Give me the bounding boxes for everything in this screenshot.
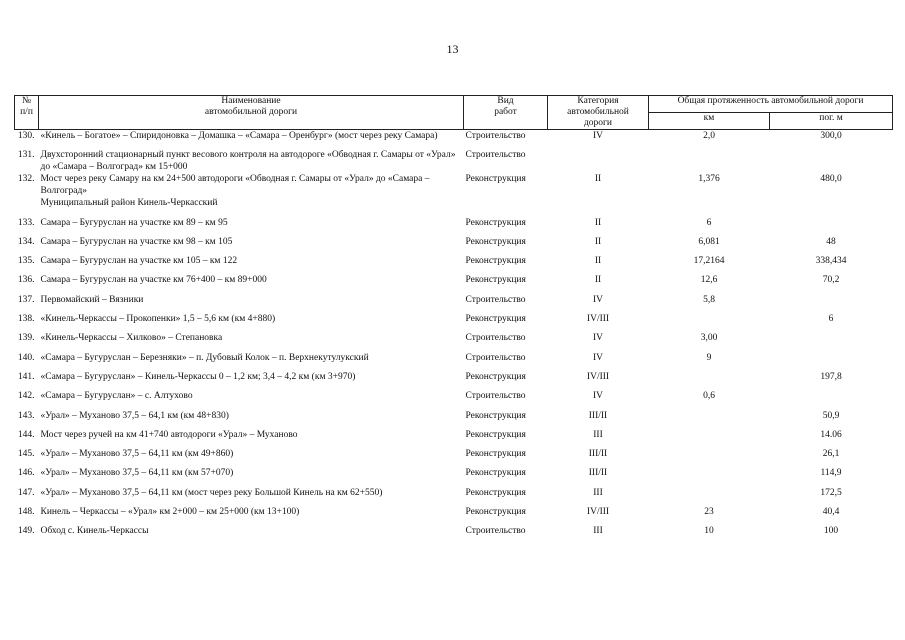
road-category: III <box>593 487 603 498</box>
work-type: Реконструкция <box>465 256 526 267</box>
header-length-group <box>649 96 893 113</box>
row-number: 141. <box>17 371 35 382</box>
length-km <box>649 371 770 390</box>
length-pog-m: 338,434 <box>815 256 847 267</box>
road-name: Самара – Бугуруслан на участке км 105 – км 122 <box>40 256 238 267</box>
table-row <box>15 130 893 150</box>
length-km <box>649 448 770 467</box>
length-km: 23 <box>704 507 714 518</box>
road-category: IV <box>592 352 604 363</box>
work-type: Реконструкция <box>465 217 526 228</box>
table-row <box>15 217 893 236</box>
header-pog-m <box>770 113 893 130</box>
road-name: Самара – Бугуруслан на участке км 89 – км 95 <box>40 217 228 228</box>
table-row <box>15 371 893 390</box>
road-category: III <box>593 526 603 537</box>
road-category: IV <box>592 131 604 141</box>
road-category: II <box>594 174 602 185</box>
row-number: 138. <box>17 314 35 325</box>
length-km <box>649 410 770 429</box>
road-category: III <box>593 429 603 440</box>
row-number: 140. <box>17 352 35 363</box>
road-name: «Урал» – Муханово 37,5 – 64,11 км (мост через реку Большой Кинель на км 62+550) <box>40 487 383 498</box>
length-pog-m <box>770 332 893 351</box>
work-type: Строительство <box>465 526 526 537</box>
length-km: 3,00 <box>700 333 718 344</box>
table-row <box>15 332 893 351</box>
road-category: III/II <box>588 449 608 460</box>
length-pog-m <box>770 294 893 313</box>
road-name: «Самара – Бугуруслан» – Кинель-Черкассы 0 – 1,2 км; 3,4 – 4,2 км (км 3+970) <box>40 371 356 382</box>
work-type: Реконструкция <box>465 275 526 286</box>
header-work-label: Вид работ <box>494 96 517 117</box>
length-pog-m <box>770 352 893 371</box>
length-km <box>649 429 770 448</box>
road-name: «Урал» – Муханово 37,5 – 64,11 км (км 49+860) <box>40 449 234 460</box>
road-category: IV/III <box>586 314 610 325</box>
road-name: Самара – Бугуруслан на участке км 76+400 – км 89+000 <box>40 275 267 286</box>
row-number: 135. <box>17 256 35 267</box>
table-row <box>15 313 893 332</box>
header-length-label: Общая протяженность автомобильной дороги <box>677 96 864 106</box>
length-km: 0,6 <box>703 391 715 402</box>
length-km <box>649 487 770 506</box>
row-number: 137. <box>17 294 35 305</box>
header-category <box>548 96 649 130</box>
table-row <box>15 410 893 429</box>
length-pog-m: 26,1 <box>822 449 840 460</box>
header-km <box>649 113 770 130</box>
work-type: Реконструкция <box>465 371 526 382</box>
table-row <box>15 255 893 274</box>
table-row <box>15 467 893 486</box>
row-number: 146. <box>17 468 35 479</box>
work-type: Реконструкция <box>465 449 526 460</box>
road-name: «Кинель – Богатое» – Спиридоновка – Домашка – «Самара – Оренбург» (мост через реку Самара) <box>40 131 438 141</box>
road-name: «Самара – Бугуруслан» – с. Алтухово <box>40 391 193 402</box>
length-km: 10 <box>704 526 714 537</box>
road-category: III/II <box>588 410 608 421</box>
road-name: Мост через реку Самару на км 24+500 автодороги «Обводная г. Самары от «Урал» до «Самара – Волгоград» <box>40 174 430 197</box>
length-km: 12,6 <box>700 275 718 286</box>
road-name: «Кинель-Черкассы – Хилково» – Степановка <box>40 333 223 344</box>
table-row <box>15 173 893 197</box>
header-num <box>15 96 39 130</box>
road-name: «Урал» – Муханово 37,5 – 64,1 км (км 48+830) <box>40 410 229 421</box>
road-category: IV <box>592 294 604 305</box>
length-km: 2,0 <box>703 131 715 141</box>
row-number: 148. <box>17 507 35 518</box>
page-number: 13 <box>446 42 459 56</box>
header-km-label: км <box>703 113 715 123</box>
row-number: 130. <box>17 131 35 141</box>
row-number: 132. <box>17 174 35 185</box>
road-category: IV <box>592 391 604 402</box>
row-number: 149. <box>17 526 35 537</box>
table-row <box>15 506 893 525</box>
road-name: Двухсторонний стационарный пункт весового контроля на автодороге «Обводная г. Самары от «Урал» до «Самара – Волгоград» км 15+000 <box>40 150 456 173</box>
work-type: Реконструкция <box>465 429 526 440</box>
road-name: «Кинель-Черкассы – Прокопенки» 1,5 – 5,6 км (км 4+880) <box>40 314 276 325</box>
length-pog-m <box>770 217 893 236</box>
work-type: Реконструкция <box>465 314 526 325</box>
length-pog-m: 114,9 <box>820 468 842 479</box>
road-name: «Урал» – Муханово 37,5 – 64,11 км (км 57+070) <box>40 468 234 479</box>
length-pog-m: 14.06 <box>820 429 842 440</box>
road-category: II <box>594 217 602 228</box>
section-row <box>15 197 893 216</box>
header-work <box>464 96 548 130</box>
road-category <box>548 149 649 173</box>
length-pog-m: 197,8 <box>820 371 842 382</box>
work-type: Реконструкция <box>465 410 526 421</box>
row-number: 136. <box>17 275 35 286</box>
work-type: Реконструкция <box>465 487 526 498</box>
work-type: Реконструкция <box>465 468 526 479</box>
work-type: Строительство <box>465 391 526 402</box>
road-name: Мост через ручей на км 41+740 автодороги «Урал» – Муханово <box>40 429 298 440</box>
table-row <box>15 236 893 255</box>
work-type: Строительство <box>465 150 526 161</box>
header-name <box>39 96 464 130</box>
road-name: «Самара – Бугуруслан – Березняки» – п. Дубовый Колок – п. Верхнекутулукский <box>40 352 369 363</box>
section-title: Муниципальный район Кинель-Черкасский <box>40 198 218 209</box>
length-pog-m: 172,5 <box>820 487 842 498</box>
length-pog-m <box>770 390 893 409</box>
table-row <box>15 487 893 506</box>
table-row <box>15 429 893 448</box>
road-category: IV/III <box>586 507 610 518</box>
length-km: 6 <box>706 217 712 228</box>
road-name: Самара – Бугуруслан на участке км 98 – км 105 <box>40 236 233 247</box>
work-type: Строительство <box>465 333 526 344</box>
row-number: 145. <box>17 449 35 460</box>
length-pog-m: 480,0 <box>820 174 842 185</box>
work-type: Реконструкция <box>465 174 526 185</box>
row-number: 143. <box>17 410 35 421</box>
length-pog-m: 70,2 <box>822 275 840 286</box>
length-km: 1,376 <box>698 174 720 185</box>
row-number: 144. <box>17 429 35 440</box>
row-number: 139. <box>17 333 35 344</box>
table-row <box>15 448 893 467</box>
road-name: Первомайский – Вязники <box>40 294 144 305</box>
length-pog-m: 48 <box>826 236 836 247</box>
roads-table <box>14 95 893 545</box>
length-km: 5,8 <box>703 294 715 305</box>
header-num-label: № п/п <box>20 96 33 117</box>
length-pog-m: 6 <box>828 314 834 325</box>
work-type: Строительство <box>465 352 526 363</box>
row-number: 142. <box>17 391 35 402</box>
length-pog-m: 40,4 <box>822 507 840 518</box>
table-row <box>15 390 893 409</box>
length-km <box>649 467 770 486</box>
road-name: Обход с. Кинель-Черкассы <box>40 526 149 537</box>
table-body <box>15 130 893 545</box>
work-type: Строительство <box>465 294 526 305</box>
length-km <box>649 149 770 173</box>
header-pog-m-label: пог. м <box>819 113 843 123</box>
table-row <box>15 294 893 313</box>
road-category: IV <box>592 333 604 344</box>
road-category: III/II <box>588 468 608 479</box>
length-pog-m: 100 <box>823 526 839 537</box>
row-number: 133. <box>17 217 35 228</box>
length-km: 17,2164 <box>693 256 725 267</box>
table-header <box>15 96 893 130</box>
work-type: Реконструкция <box>465 507 526 518</box>
road-category: IV/III <box>586 371 610 382</box>
table-row <box>15 352 893 371</box>
road-category: II <box>594 236 602 247</box>
header-name-label: Наименование автомобильной дороги <box>204 96 298 117</box>
table-row <box>15 525 893 544</box>
length-km <box>649 313 770 332</box>
work-type: Реконструкция <box>465 236 526 247</box>
section-num-cell <box>15 197 39 216</box>
length-km: 9 <box>706 352 712 363</box>
road-category: II <box>594 275 602 286</box>
work-type: Строительство <box>465 131 526 141</box>
length-km: 6,081 <box>698 236 720 247</box>
row-number: 147. <box>17 487 35 498</box>
table-row <box>15 149 893 173</box>
road-name: Кинель – Черкассы – «Урал» км 2+000 – км 25+000 (км 13+100) <box>40 507 300 518</box>
table-row <box>15 274 893 293</box>
length-pog-m <box>770 149 893 173</box>
row-number: 131. <box>17 150 35 161</box>
road-category: II <box>594 256 602 267</box>
row-number: 134. <box>17 236 35 247</box>
length-pog-m: 300,0 <box>820 131 842 141</box>
length-pog-m: 50,9 <box>822 410 840 421</box>
header-category-label: Категория автомобильной дороги <box>567 96 629 128</box>
